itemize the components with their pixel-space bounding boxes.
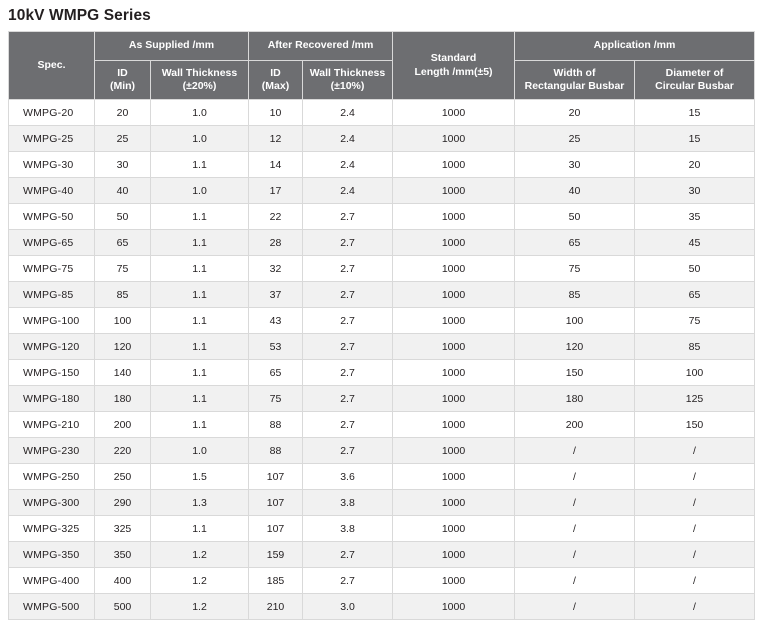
cell-standard-length: 1000	[393, 100, 515, 126]
cell-after-recovered-wall: 2.7	[303, 334, 393, 360]
cell-standard-length: 1000	[393, 126, 515, 152]
cell-width-rectangular: /	[515, 568, 635, 594]
cell-standard-length: 1000	[393, 542, 515, 568]
cell-as-supplied-id: 200	[95, 412, 151, 438]
cell-diameter-circular: 35	[635, 204, 755, 230]
cell-diameter-circular: 20	[635, 152, 755, 178]
table-header-sub-row	[9, 61, 755, 100]
cell-standard-length: 1000	[393, 438, 515, 464]
cell-after-recovered-wall: 3.8	[303, 490, 393, 516]
cell-diameter-circular: 125	[635, 386, 755, 412]
cell-width-rectangular: 120	[515, 334, 635, 360]
cell-standard-length: 1000	[393, 204, 515, 230]
cell-as-supplied-id: 30	[95, 152, 151, 178]
cell-as-supplied-id: 40	[95, 178, 151, 204]
cell-after-recovered-wall: 3.6	[303, 464, 393, 490]
table-body	[9, 100, 755, 620]
table-row	[9, 594, 755, 620]
table-row	[9, 308, 755, 334]
cell-standard-length: 1000	[393, 308, 515, 334]
cell-as-supplied-wall: 1.2	[151, 542, 249, 568]
cell-standard-length: 1000	[393, 256, 515, 282]
cell-spec: WMPG-30	[9, 152, 95, 178]
cell-as-supplied-id: 85	[95, 282, 151, 308]
cell-as-supplied-id: 65	[95, 230, 151, 256]
cell-spec: WMPG-210	[9, 412, 95, 438]
cell-spec: WMPG-65	[9, 230, 95, 256]
cell-width-rectangular: 30	[515, 152, 635, 178]
cell-as-supplied-wall: 1.2	[151, 568, 249, 594]
cell-after-recovered-id: 32	[249, 256, 303, 282]
cell-as-supplied-id: 325	[95, 516, 151, 542]
cell-width-rectangular: 20	[515, 100, 635, 126]
cell-after-recovered-wall: 2.7	[303, 308, 393, 334]
cell-after-recovered-wall: 2.4	[303, 178, 393, 204]
table-row	[9, 256, 755, 282]
cell-standard-length: 1000	[393, 282, 515, 308]
cell-as-supplied-wall: 1.1	[151, 230, 249, 256]
cell-diameter-circular: 150	[635, 412, 755, 438]
cell-as-supplied-id: 140	[95, 360, 151, 386]
cell-diameter-circular: 45	[635, 230, 755, 256]
cell-spec: WMPG-400	[9, 568, 95, 594]
cell-spec: WMPG-500	[9, 594, 95, 620]
cell-width-rectangular: 50	[515, 204, 635, 230]
page-title: 10kV WMPG Series	[8, 7, 151, 24]
cell-spec: WMPG-20	[9, 100, 95, 126]
table-row	[9, 542, 755, 568]
header-after-recovered-id-line2: (Max)	[261, 80, 290, 92]
cell-after-recovered-id: 210	[249, 594, 303, 620]
cell-as-supplied-wall: 1.5	[151, 464, 249, 490]
table-row	[9, 204, 755, 230]
cell-as-supplied-wall: 1.1	[151, 204, 249, 230]
header-after-recovered-id-line1: ID	[270, 66, 281, 79]
header-group-application: Application /mm	[515, 32, 755, 61]
cell-after-recovered-wall: 2.4	[303, 100, 393, 126]
header-standard-length	[393, 32, 515, 100]
cell-width-rectangular: 85	[515, 282, 635, 308]
cell-spec: WMPG-180	[9, 386, 95, 412]
cell-diameter-circular: 85	[635, 334, 755, 360]
cell-standard-length: 1000	[393, 386, 515, 412]
cell-standard-length: 1000	[393, 568, 515, 594]
cell-standard-length: 1000	[393, 360, 515, 386]
table-row	[9, 464, 755, 490]
cell-after-recovered-id: 75	[249, 386, 303, 412]
cell-diameter-circular: /	[635, 594, 755, 620]
cell-spec: WMPG-250	[9, 464, 95, 490]
cell-as-supplied-wall: 1.0	[151, 438, 249, 464]
cell-as-supplied-id: 120	[95, 334, 151, 360]
table-row	[9, 568, 755, 594]
header-after-recovered-wall	[303, 61, 393, 100]
cell-spec: WMPG-100	[9, 308, 95, 334]
cell-width-rectangular: 40	[515, 178, 635, 204]
cell-after-recovered-id: 53	[249, 334, 303, 360]
header-width-rectangular-busbar	[515, 61, 635, 100]
cell-diameter-circular: 100	[635, 360, 755, 386]
cell-standard-length: 1000	[393, 464, 515, 490]
header-as-supplied-id-line2: (Min)	[109, 80, 136, 92]
cell-width-rectangular: /	[515, 542, 635, 568]
cell-standard-length: 1000	[393, 178, 515, 204]
cell-spec: WMPG-350	[9, 542, 95, 568]
cell-spec: WMPG-75	[9, 256, 95, 282]
cell-standard-length: 1000	[393, 412, 515, 438]
cell-as-supplied-id: 220	[95, 438, 151, 464]
header-standard-length-line2: Length /mm(±5)	[414, 65, 493, 78]
cell-after-recovered-id: 12	[249, 126, 303, 152]
header-as-supplied-wall-line2: (±20%)	[182, 80, 217, 92]
cell-standard-length: 1000	[393, 490, 515, 516]
cell-spec: WMPG-325	[9, 516, 95, 542]
cell-spec: WMPG-230	[9, 438, 95, 464]
cell-after-recovered-id: 185	[249, 568, 303, 594]
cell-diameter-circular: 15	[635, 126, 755, 152]
table-row	[9, 490, 755, 516]
cell-as-supplied-id: 20	[95, 100, 151, 126]
header-after-recovered-wall-line1: Wall Thickness	[309, 66, 386, 79]
cell-after-recovered-wall: 2.7	[303, 360, 393, 386]
cell-as-supplied-id: 50	[95, 204, 151, 230]
cell-after-recovered-wall: 2.7	[303, 412, 393, 438]
cell-width-rectangular: 100	[515, 308, 635, 334]
cell-as-supplied-wall: 1.1	[151, 360, 249, 386]
header-spec: Spec.	[9, 32, 95, 100]
cell-as-supplied-id: 350	[95, 542, 151, 568]
cell-as-supplied-wall: 1.1	[151, 308, 249, 334]
cell-width-rectangular: /	[515, 438, 635, 464]
cell-width-rectangular: /	[515, 594, 635, 620]
cell-as-supplied-wall: 1.1	[151, 152, 249, 178]
cell-after-recovered-id: 88	[249, 438, 303, 464]
cell-width-rectangular: 25	[515, 126, 635, 152]
table-row	[9, 230, 755, 256]
cell-spec: WMPG-85	[9, 282, 95, 308]
cell-width-rectangular: /	[515, 490, 635, 516]
cell-diameter-circular: 15	[635, 100, 755, 126]
cell-after-recovered-wall: 2.7	[303, 438, 393, 464]
cell-as-supplied-wall: 1.1	[151, 516, 249, 542]
cell-after-recovered-wall: 2.4	[303, 126, 393, 152]
cell-standard-length: 1000	[393, 334, 515, 360]
table-row	[9, 438, 755, 464]
cell-width-rectangular: 150	[515, 360, 635, 386]
cell-after-recovered-id: 28	[249, 230, 303, 256]
cell-after-recovered-id: 159	[249, 542, 303, 568]
cell-diameter-circular: /	[635, 490, 755, 516]
cell-diameter-circular: /	[635, 542, 755, 568]
header-after-recovered-wall-line2: (±10%)	[330, 80, 365, 92]
cell-after-recovered-wall: 3.0	[303, 594, 393, 620]
table-header	[9, 32, 755, 100]
cell-as-supplied-id: 250	[95, 464, 151, 490]
cell-after-recovered-id: 107	[249, 516, 303, 542]
cell-as-supplied-id: 500	[95, 594, 151, 620]
header-as-supplied-id-line1: ID	[117, 66, 128, 79]
cell-after-recovered-id: 107	[249, 490, 303, 516]
cell-as-supplied-wall: 1.3	[151, 490, 249, 516]
table-row	[9, 178, 755, 204]
table-row	[9, 126, 755, 152]
cell-after-recovered-wall: 2.4	[303, 152, 393, 178]
cell-as-supplied-wall: 1.1	[151, 282, 249, 308]
cell-after-recovered-wall: 2.7	[303, 204, 393, 230]
cell-width-rectangular: 200	[515, 412, 635, 438]
cell-diameter-circular: /	[635, 568, 755, 594]
table-row	[9, 516, 755, 542]
cell-as-supplied-wall: 1.1	[151, 256, 249, 282]
cell-after-recovered-wall: 2.7	[303, 542, 393, 568]
cell-width-rectangular: 65	[515, 230, 635, 256]
header-as-supplied-wall-line1: Wall Thickness	[161, 66, 238, 79]
table-row	[9, 386, 755, 412]
cell-after-recovered-wall: 2.7	[303, 230, 393, 256]
header-dia-circ-line1: Diameter of	[665, 66, 724, 79]
header-group-as-supplied: As Supplied /mm	[95, 32, 249, 61]
cell-standard-length: 1000	[393, 230, 515, 256]
header-after-recovered-id	[249, 61, 303, 100]
cell-as-supplied-id: 75	[95, 256, 151, 282]
cell-after-recovered-id: 22	[249, 204, 303, 230]
cell-as-supplied-id: 180	[95, 386, 151, 412]
cell-diameter-circular: 30	[635, 178, 755, 204]
header-as-supplied-wall	[151, 61, 249, 100]
cell-diameter-circular: /	[635, 464, 755, 490]
table-row	[9, 152, 755, 178]
header-width-rect-line2: Rectangular Busbar	[524, 80, 625, 92]
table-row	[9, 412, 755, 438]
cell-diameter-circular: /	[635, 438, 755, 464]
cell-as-supplied-id: 290	[95, 490, 151, 516]
cell-width-rectangular: /	[515, 464, 635, 490]
cell-as-supplied-id: 400	[95, 568, 151, 594]
table-header-group-row	[9, 32, 755, 61]
cell-after-recovered-id: 43	[249, 308, 303, 334]
cell-as-supplied-wall: 1.0	[151, 126, 249, 152]
cell-after-recovered-wall: 2.7	[303, 256, 393, 282]
cell-spec: WMPG-150	[9, 360, 95, 386]
cell-width-rectangular: /	[515, 516, 635, 542]
cell-as-supplied-wall: 1.1	[151, 412, 249, 438]
cell-diameter-circular: /	[635, 516, 755, 542]
table-row	[9, 100, 755, 126]
cell-spec: WMPG-25	[9, 126, 95, 152]
cell-spec: WMPG-120	[9, 334, 95, 360]
header-diameter-circular-busbar	[635, 61, 755, 100]
cell-as-supplied-id: 25	[95, 126, 151, 152]
cell-after-recovered-wall: 3.8	[303, 516, 393, 542]
cell-spec: WMPG-300	[9, 490, 95, 516]
specification-table	[8, 31, 755, 620]
cell-width-rectangular: 180	[515, 386, 635, 412]
header-as-supplied-id	[95, 61, 151, 100]
table-row	[9, 360, 755, 386]
cell-width-rectangular: 75	[515, 256, 635, 282]
cell-standard-length: 1000	[393, 594, 515, 620]
header-standard-length-line1: Standard	[430, 52, 477, 65]
cell-as-supplied-wall: 1.2	[151, 594, 249, 620]
cell-after-recovered-id: 10	[249, 100, 303, 126]
cell-after-recovered-id: 37	[249, 282, 303, 308]
header-width-rect-line1: Width of	[553, 66, 596, 79]
cell-as-supplied-wall: 1.1	[151, 334, 249, 360]
table-row	[9, 282, 755, 308]
cell-diameter-circular: 50	[635, 256, 755, 282]
cell-spec: WMPG-40	[9, 178, 95, 204]
table-row	[9, 334, 755, 360]
cell-after-recovered-wall: 2.7	[303, 568, 393, 594]
cell-after-recovered-wall: 2.7	[303, 282, 393, 308]
cell-standard-length: 1000	[393, 152, 515, 178]
cell-diameter-circular: 75	[635, 308, 755, 334]
cell-as-supplied-wall: 1.1	[151, 386, 249, 412]
cell-after-recovered-id: 88	[249, 412, 303, 438]
cell-after-recovered-id: 65	[249, 360, 303, 386]
cell-as-supplied-wall: 1.0	[151, 100, 249, 126]
cell-after-recovered-id: 14	[249, 152, 303, 178]
header-group-after-recovered: After Recovered /mm	[249, 32, 393, 61]
cell-spec: WMPG-50	[9, 204, 95, 230]
header-dia-circ-line2: Circular Busbar	[655, 80, 734, 92]
cell-as-supplied-id: 100	[95, 308, 151, 334]
cell-standard-length: 1000	[393, 516, 515, 542]
cell-as-supplied-wall: 1.0	[151, 178, 249, 204]
cell-after-recovered-id: 107	[249, 464, 303, 490]
cell-after-recovered-wall: 2.7	[303, 386, 393, 412]
cell-after-recovered-id: 17	[249, 178, 303, 204]
cell-diameter-circular: 65	[635, 282, 755, 308]
